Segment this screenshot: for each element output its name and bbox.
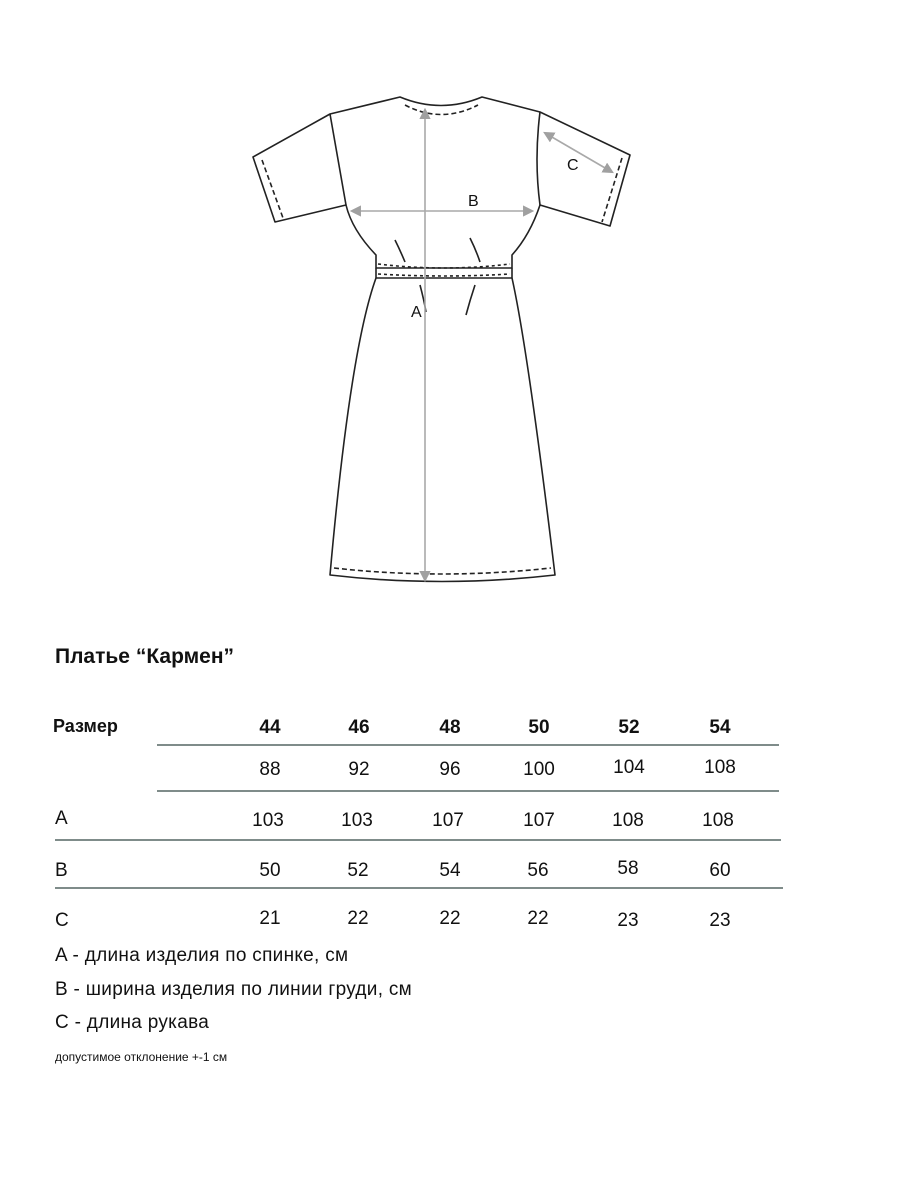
row-label-a: A [55, 808, 68, 829]
legend-note-a: A - длина изделия по спинке, см [55, 945, 349, 966]
table-cell: 103 [252, 810, 284, 831]
table-cell: 21 [259, 908, 281, 929]
table-cell: 104 [613, 757, 645, 778]
size-header: 54 [709, 717, 731, 738]
size-header-label: Размер [53, 716, 118, 736]
table-cell: 58 [617, 858, 639, 879]
legend-note-b: B - ширина изделия по линии груди, см [55, 979, 413, 1000]
measure-label-c: C [567, 157, 579, 174]
table-cell: 22 [439, 908, 461, 929]
table-cell: 108 [612, 810, 644, 831]
size-header: 44 [259, 717, 281, 738]
table-cell: 56 [527, 860, 549, 881]
table-cell: 107 [432, 810, 464, 831]
row-label-c: C [55, 910, 69, 931]
row-label-b: B [55, 860, 68, 881]
table-cell: 22 [527, 908, 549, 929]
size-header: 52 [618, 717, 640, 738]
table-cell: 23 [709, 910, 731, 931]
table-rule [157, 790, 779, 792]
legend-note-c: C - длина рукава [55, 1012, 210, 1033]
table-cell: 60 [709, 860, 731, 881]
table-cell: 103 [341, 810, 373, 831]
table-rule [55, 887, 783, 889]
size-header: 46 [348, 717, 370, 738]
table-cell: 108 [702, 810, 734, 831]
measure-label-b: B [468, 193, 479, 210]
size-header: 50 [528, 717, 550, 738]
table-cell: 52 [347, 860, 369, 881]
table-rule [157, 744, 779, 746]
table-cell: 22 [347, 908, 369, 929]
table-cell: 92 [348, 759, 370, 780]
table-cell: 50 [259, 860, 281, 881]
measure-label-a: A [411, 304, 422, 321]
size-header: 48 [439, 717, 461, 738]
table-cell: 108 [704, 757, 736, 778]
product-title: Платье “Кармен” [55, 645, 235, 668]
tolerance-note: допустимое отклонение +-1 см [55, 1050, 228, 1064]
table-cell: 23 [617, 910, 639, 931]
table-cell: 107 [523, 810, 555, 831]
table-cell: 54 [439, 860, 461, 881]
table-cell: 100 [523, 759, 555, 780]
table-cell: 96 [439, 759, 461, 780]
table-cell: 88 [259, 759, 281, 780]
table-rule [55, 839, 781, 841]
